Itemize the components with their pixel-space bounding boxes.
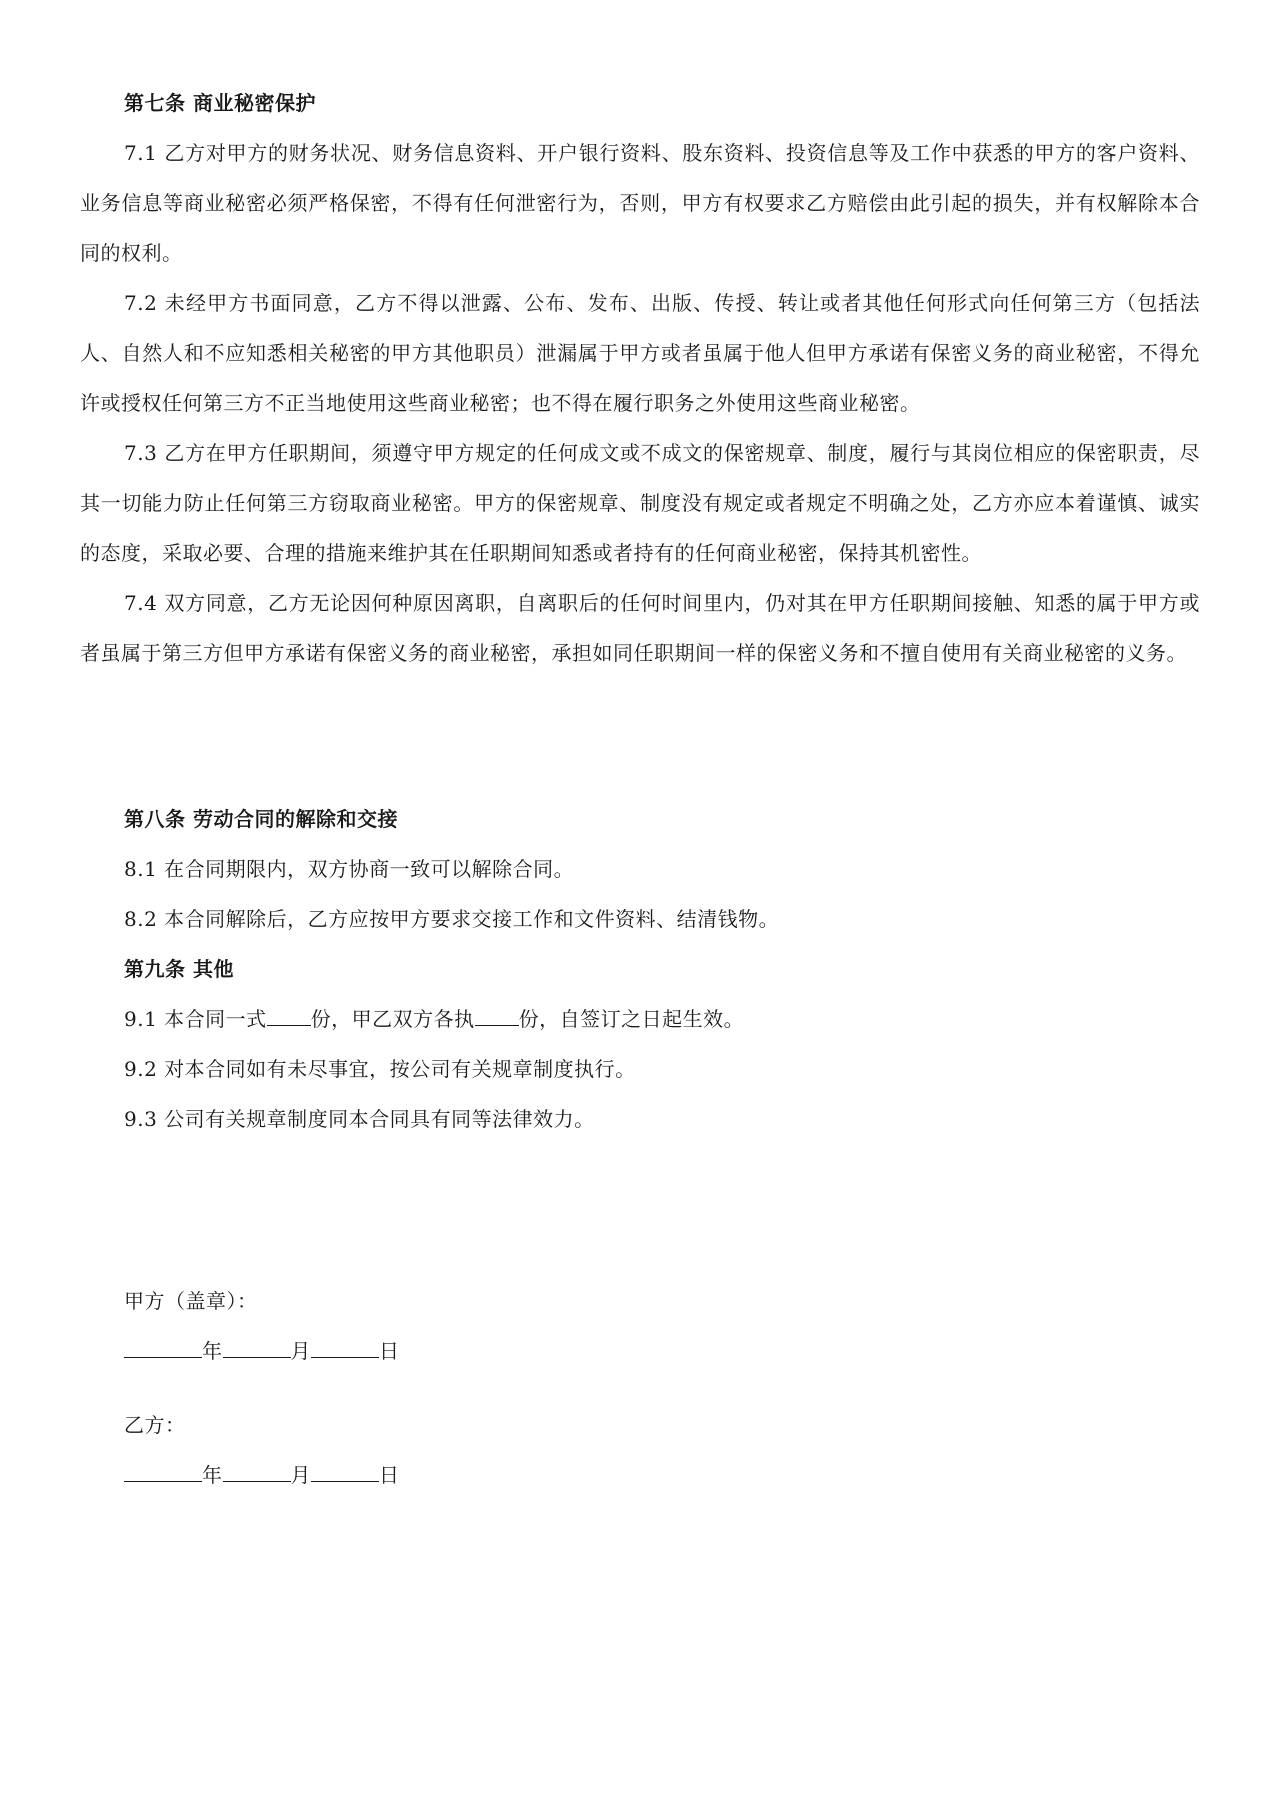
year-label: 年 [202, 1463, 223, 1487]
section-8-heading: 第八条 劳动合同的解除和交接 [124, 807, 398, 831]
day-label: 日 [379, 1463, 400, 1487]
clause-7-4: 7.4 双方同意，乙方无论因何种原因离职，自离职后的任何时间里内，仍对其在甲方任职期间接触、知悉的属于甲方或者虽属于第三方但甲方承诺有保密义务的商业秘密，承担如同任职期间一样的保密义务和不擅自使用有关商业秘密的义务。 [80, 591, 1200, 665]
section-7-body [80, 128, 1200, 678]
clause-9-1-part-c: 份，自签订之日起生效。 [518, 1007, 745, 1031]
clause-7-3: 7.3 乙方在甲方任职期间，须遵守甲方规定的任何成文或不成文的保密规章、制度，履行与其岗位相应的保密职责，尽其一切能力防止任何第三方窃取商业秘密。甲方的保密规章、制度没有规定或者规定不明确之处，乙方亦应本着谨慎、诚实的态度，采取必要、合理的措施来维护其在任职期间知悉或者持有的任何商业秘密，保持其机密性。 [80, 441, 1200, 565]
party-b-year-blank[interactable] [124, 1463, 202, 1482]
clause-9-2: 9.2 对本合同如有未尽事宜，按公司有关规章制度执行。 [124, 1057, 636, 1081]
party-a-day-blank[interactable] [311, 1339, 379, 1358]
party-b-month-blank[interactable] [223, 1463, 291, 1482]
party-b-date [124, 1450, 400, 1500]
clause-7-2: 7.2 未经甲方书面同意，乙方不得以泄露、公布、发布、出版、传授、转让或者其他任何形式向任何第三方（包括法人、自然人和不应知悉相关秘密的甲方其他职员）泄漏属于甲方或者虽属于他人但甲方承诺有保密义务的商业秘密，不得允许或授权任何第三方不正当地使用这些商业秘密；也不得在履行职务之外使用这些商业秘密。 [80, 291, 1200, 415]
section-9-heading: 第九条 其他 [124, 957, 234, 981]
clause-9-1 [124, 994, 744, 1044]
party-b-label: 乙方： [124, 1413, 186, 1437]
month-label: 月 [290, 1339, 311, 1363]
copies-total-blank[interactable] [267, 1007, 311, 1026]
party-a-month-blank[interactable] [223, 1339, 291, 1358]
party-a-year-blank[interactable] [124, 1339, 202, 1358]
day-label: 日 [379, 1339, 400, 1363]
party-b-day-blank[interactable] [311, 1463, 379, 1482]
year-label: 年 [202, 1339, 223, 1363]
section-7-heading: 第七条 商业秘密保护 [124, 91, 316, 115]
party-a-date [124, 1326, 400, 1376]
copies-each-blank[interactable] [475, 1007, 519, 1026]
month-label: 月 [290, 1463, 311, 1487]
clause-7-1: 7.1 乙方对甲方的财务状况、财务信息资料、开户银行资料、股东资料、投资信息等及工作中获悉的甲方的客户资料、业务信息等商业秘密必须严格保密，不得有任何泄密行为，否则，甲方有权要求乙方赔偿由此引起的损失，并有权解除本合同的权利。 [80, 141, 1200, 265]
party-a-label: 甲方（盖章）： [124, 1289, 258, 1313]
clause-8-1: 8.1 在合同期限内，双方协商一致可以解除合同。 [124, 857, 575, 881]
clause-9-3: 9.3 公司有关规章制度同本合同具有同等法律效力。 [124, 1107, 595, 1131]
clause-8-2: 8.2 本合同解除后，乙方应按甲方要求交接工作和文件资料、结清钱物。 [124, 907, 780, 931]
clause-9-1-part-a: 9.1 本合同一式 [124, 1007, 267, 1031]
clause-9-1-part-b: 份，甲乙双方各执 [310, 1007, 475, 1031]
